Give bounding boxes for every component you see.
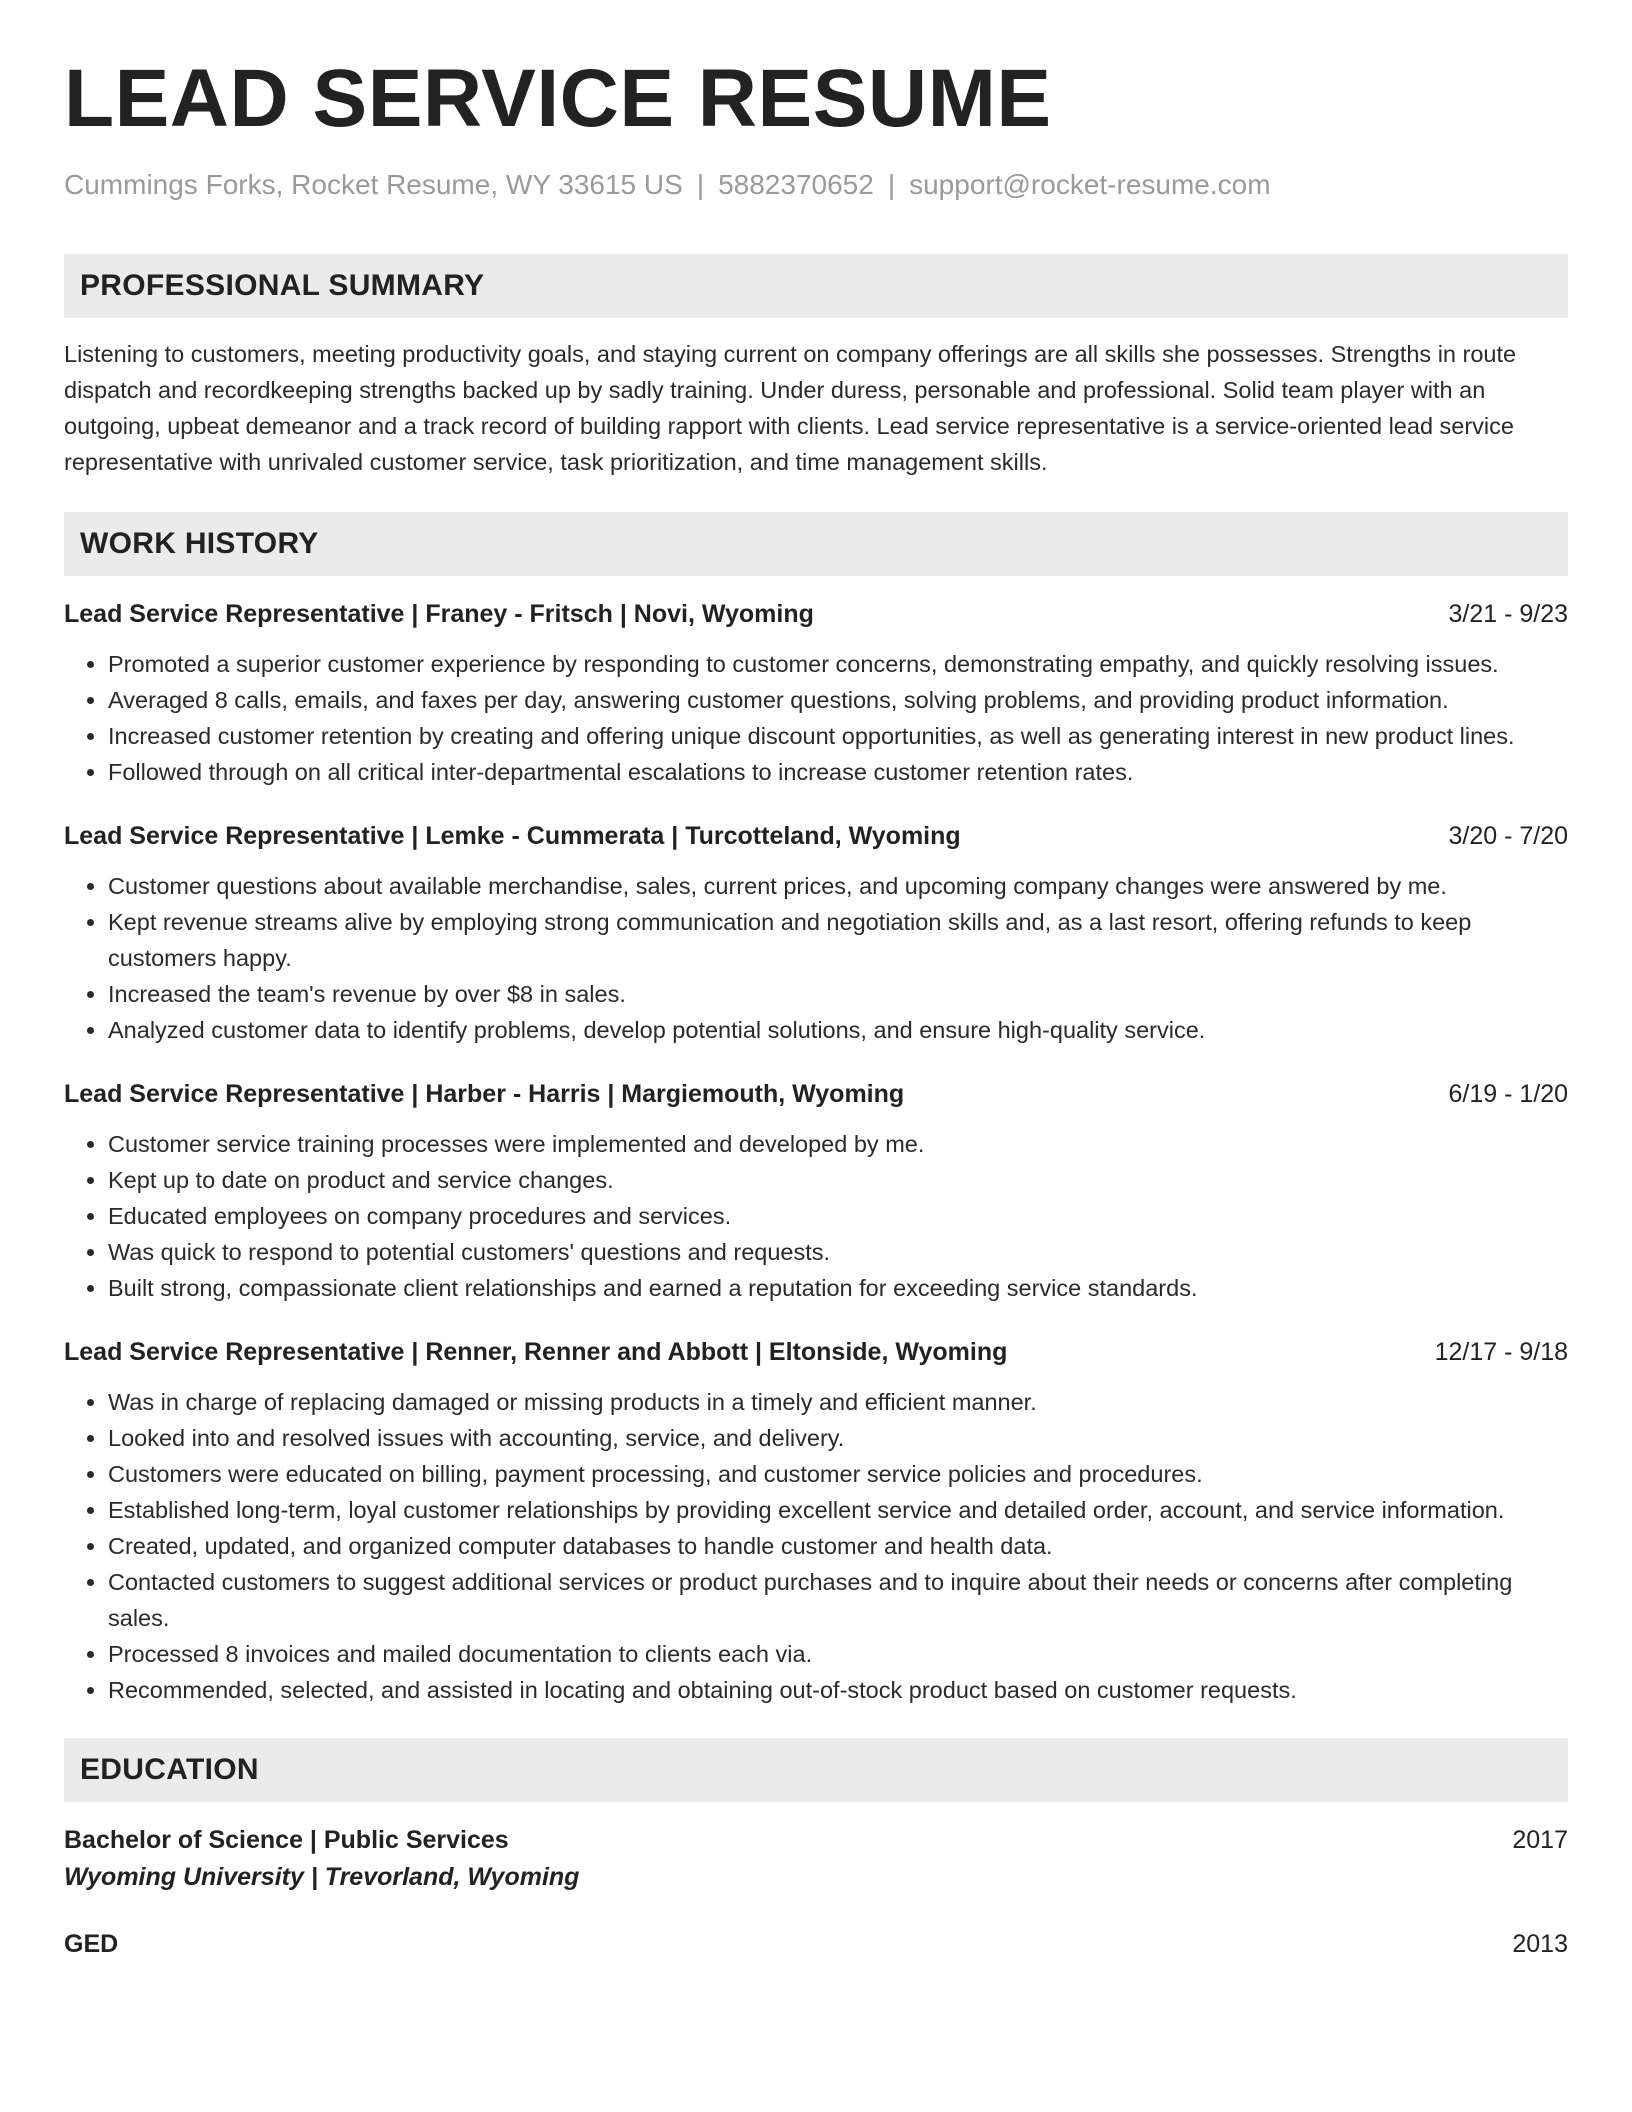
job-dates: 3/21 - 9/23 xyxy=(1448,599,1568,628)
job-bullet: • Kept revenue streams alive by employing strong communication and negotiation skills and, as a last resort, offering refunds to keep customers happy. xyxy=(108,904,1568,976)
section-header-work-history: WORK HISTORY xyxy=(64,512,1568,576)
job-dates: 6/19 - 1/20 xyxy=(1448,1079,1568,1108)
job-bullet: • Averaged 8 calls, emails, and faxes per day, answering customer questions, solving problems, and providing product information. xyxy=(108,682,1568,718)
job-bullet: • Promoted a superior customer experience by responding to customer concerns, demonstrating empathy, and quickly resolving issues. xyxy=(108,646,1568,682)
job-bullet: • Looked into and resolved issues with accounting, service, and delivery. xyxy=(108,1420,1568,1456)
job-header xyxy=(64,818,1568,854)
job-bullet: • Built strong, compassionate client relationships and earned a reputation for exceeding service standards. xyxy=(108,1270,1568,1306)
job-dates: 3/20 - 7/20 xyxy=(1448,821,1568,850)
section-header-summary: PROFESSIONAL SUMMARY xyxy=(64,254,1568,318)
job-header xyxy=(64,1076,1568,1112)
job-bullet: • Kept up to date on product and service changes. xyxy=(108,1162,1568,1198)
job-bullet: • Increased the team's revenue by over $8 in sales. xyxy=(108,976,1568,1012)
job-bullet-list xyxy=(64,646,1568,790)
job-bullet: • Contacted customers to suggest additional services or product purchases and to inquire about their needs or concerns after completing sales. xyxy=(108,1564,1568,1636)
job-bullet: • Customers were educated on billing, payment processing, and customer service policies and procedures. xyxy=(108,1456,1568,1492)
job-bullet: • Followed through on all critical inter-departmental escalations to increase customer retention rates. xyxy=(108,754,1568,790)
section-header-education: EDUCATION xyxy=(64,1738,1568,1802)
job-header xyxy=(64,596,1568,632)
education-entry xyxy=(64,1822,1568,1896)
job-bullet: • Customer questions about available merchandise, sales, current prices, and upcoming company changes were answered by me. xyxy=(108,868,1568,904)
job-title: Lead Service Representative | Harber - Harris | Margiemouth, Wyoming xyxy=(64,1079,905,1108)
job-bullet: • Analyzed customer data to identify problems, develop potential solutions, and ensure high-quality service. xyxy=(108,1012,1568,1048)
education-header xyxy=(64,1822,1568,1858)
job-bullet: • Increased customer retention by creating and offering unique discount opportunities, as well as generating interest in new product lines. xyxy=(108,718,1568,754)
job-entry xyxy=(64,1076,1568,1306)
job-entry xyxy=(64,596,1568,790)
job-title: Lead Service Representative | Franey - Fritsch | Novi, Wyoming xyxy=(64,599,814,628)
education-degree: GED xyxy=(64,1929,119,1958)
education-year: 2013 xyxy=(1512,1929,1568,1958)
job-bullet: • Established long-term, loyal customer relationships by providing excellent service and detailed order, account, and service information. xyxy=(108,1492,1568,1528)
job-bullet: • Was in charge of replacing damaged or missing products in a timely and efficient manner. xyxy=(108,1384,1568,1420)
job-bullet-list xyxy=(64,1126,1568,1306)
contact-phone: 5882370652 xyxy=(718,169,874,201)
job-bullet: • Educated employees on company procedures and services. xyxy=(108,1198,1568,1234)
job-bullet-list xyxy=(64,1384,1568,1708)
contact-email: support@rocket-resume.com xyxy=(909,169,1271,201)
resume-title: LEAD SERVICE RESUME xyxy=(64,53,1052,144)
education-header xyxy=(64,1926,1568,1962)
education-school: Wyoming University | Trevorland, Wyoming xyxy=(64,1862,580,1891)
job-entry xyxy=(64,1334,1568,1708)
job-title: Lead Service Representative | Lemke - Cummerata | Turcotteland, Wyoming xyxy=(64,821,961,850)
job-entry xyxy=(64,818,1568,1048)
job-header xyxy=(64,1334,1568,1370)
education-degree: Bachelor of Science | Public Services xyxy=(64,1825,509,1854)
contact-separator: | xyxy=(887,169,896,201)
contact-separator: | xyxy=(696,169,705,201)
contact-address: Cummings Forks, Rocket Resume, WY 33615 US xyxy=(64,169,683,201)
job-bullet-list xyxy=(64,868,1568,1048)
job-bullet: • Customer service training processes were implemented and developed by me. xyxy=(108,1126,1568,1162)
job-bullet: • Recommended, selected, and assisted in locating and obtaining out-of-stock product based on customer requests. xyxy=(108,1672,1568,1708)
job-bullet: • Processed 8 invoices and mailed documentation to clients each via. xyxy=(108,1636,1568,1672)
education-year: 2017 xyxy=(1512,1825,1568,1854)
job-bullet: • Was quick to respond to potential customers' questions and requests. xyxy=(108,1234,1568,1270)
job-dates: 12/17 - 9/18 xyxy=(1434,1337,1568,1366)
summary-text: Listening to customers, meeting productivity goals, and staying current on company offerings are all skills she possesses. Strengths in route dispatch and recordkeeping strengths backed up by sadly training. Under duress, personable and professional. Solid team player with an outgoing, upbeat demeanor and a track record of building rapport with clients. Lead service representative is a service-oriented lead service representative with unrivaled customer service, task prioritization, and time management skills. xyxy=(64,340,1517,475)
contact-line xyxy=(64,168,1568,202)
job-bullet: • Created, updated, and organized computer databases to handle customer and health data. xyxy=(108,1528,1568,1564)
job-title: Lead Service Representative | Renner, Renner and Abbott | Eltonside, Wyoming xyxy=(64,1337,1008,1366)
education-entry xyxy=(64,1926,1568,1962)
